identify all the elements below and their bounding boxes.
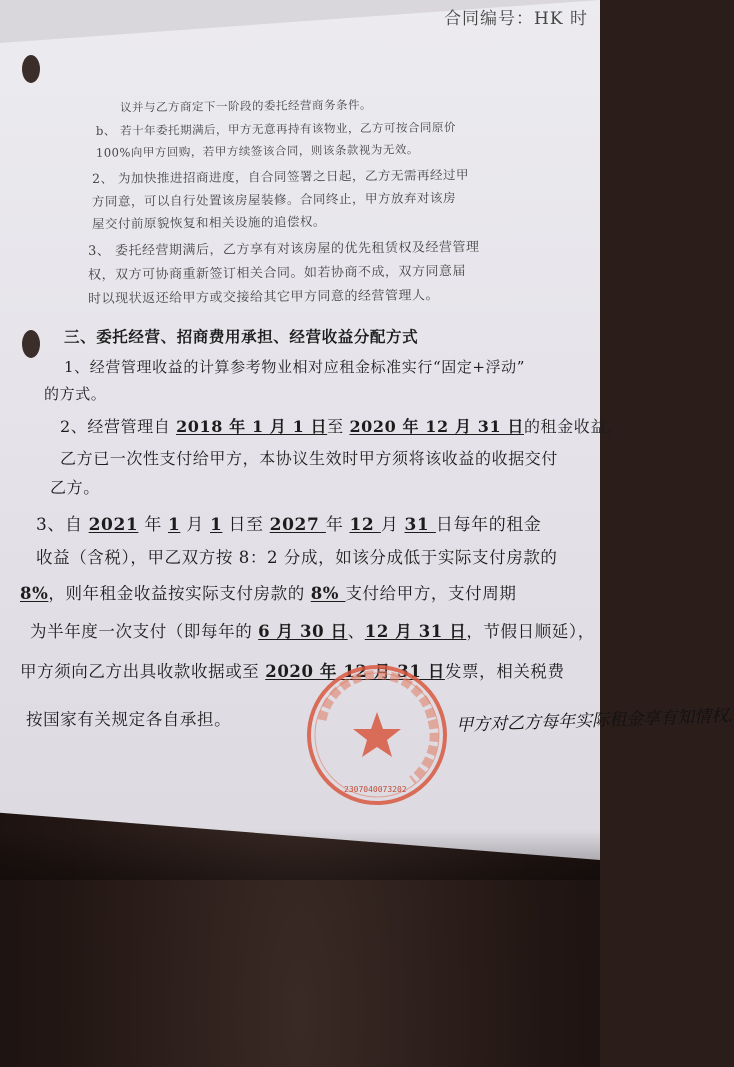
paragraph-3-line [30,618,595,642]
paragraph-2-line: 乙方。 [50,478,100,497]
clause-line: 权，双方可协商重新签订相关合同。如若协商不成，双方同意届 [87,264,467,283]
payment-date: 12 月 31 日 [364,622,467,641]
company-seal [302,660,452,810]
handwritten-note: 甲方对乙方每年实际租金享有知情权. [455,706,734,736]
text: 3、自 [36,515,89,535]
percentage: 8% [20,584,49,603]
paragraph-1-line: 1、经营管理收益的计算参考物业相对应租金标准实行“固定+浮动” [64,358,526,376]
clause-line: 议并与乙方商定下一阶段的委托经营商务条件。 [119,97,373,115]
page-edge-shadow [0,830,600,880]
binding-hole [22,330,40,358]
clause-line: 3、 委托经营期满后，乙方享有对该房屋的优先租赁权及经营管理 [87,239,480,260]
text: 年 [325,515,350,535]
text: 月 [380,515,405,535]
text: 年 [138,515,168,535]
paragraph-2-line: 乙方已一次性支付给甲方，本协议生效时甲方须将该收益的收据交付 [60,449,559,468]
text: 支付给甲方，支付周期 [345,584,517,603]
text: 2、经营管理自 [60,417,177,436]
clause-line: 100%向甲方回购，若甲方续签该合同，则该条款视为无效。 [95,142,419,160]
text: 日每年的租金 [435,515,542,535]
text: 日至 [222,515,270,535]
paragraph-3-line [20,580,516,604]
paragraph-3-line: 收益（含税），甲乙双方按 8：2 分成，如该分成低于实际支付房款的 [36,548,558,567]
paragraph-2-line [60,414,624,437]
contract-number: 合同编号：HK 时 [444,9,588,29]
end-date: 2020 年 12 月 31 日 [349,417,524,436]
clause-line: 2、 为加快推进招商进度，自合同签署之日起，乙方无需再经过甲 [91,167,470,186]
month-end: 12 [349,515,381,535]
paragraph-1-line: 的方式。 [44,385,107,403]
text: 、 [347,622,365,641]
clause-line: b、 若十年委托期满后，甲方无意再持有该物业，乙方可按合同原价 [95,120,457,138]
text: 甲方须向乙方出具收款收据或至 [20,662,266,681]
month-start: 1 [167,515,181,535]
text: 月 [180,515,210,535]
text: ，则年租金收益按实际支付房款的 [48,584,311,603]
payment-date: 6 月 30 日 [258,622,348,641]
text: ，节假日顺延）， [466,622,595,641]
percentage: 8% [310,584,346,603]
clause-line: 屋交付前原貌恢复和相关设施的追偿权。 [91,213,327,232]
day-end: 31 [404,515,436,535]
text: 至 [327,417,350,436]
text: 发票，相关税费 [444,662,565,681]
day-start: 1 [210,515,223,535]
clause-line: 方同意，可以自行处置该房屋装修。合同终止，甲方放弃对该房 [91,190,457,209]
start-date: 2018 年 1 月 1 日 [176,417,328,436]
year-end: 2027 [269,515,326,535]
text: 的租金收益， [523,417,624,436]
year-start: 2021 [88,515,139,535]
section-title: 三、委托经营、招商费用承担、经营收益分配方式 [64,327,419,346]
paragraph-3-line [20,658,565,682]
clause-line: 时以现状返还给甲方或交接给其它甲方同意的经营管理人。 [87,288,440,307]
binding-hole [22,55,40,83]
paragraph-3-line [36,510,542,535]
invoice-date: 2020 年 12 月 31 日 [265,662,445,681]
text: 为半年度一次支付（即每年的 [30,622,259,641]
paragraph-3-line: 按国家有关规定各自承担。 [26,710,232,729]
seal-number: 2307040073202 [344,785,407,794]
